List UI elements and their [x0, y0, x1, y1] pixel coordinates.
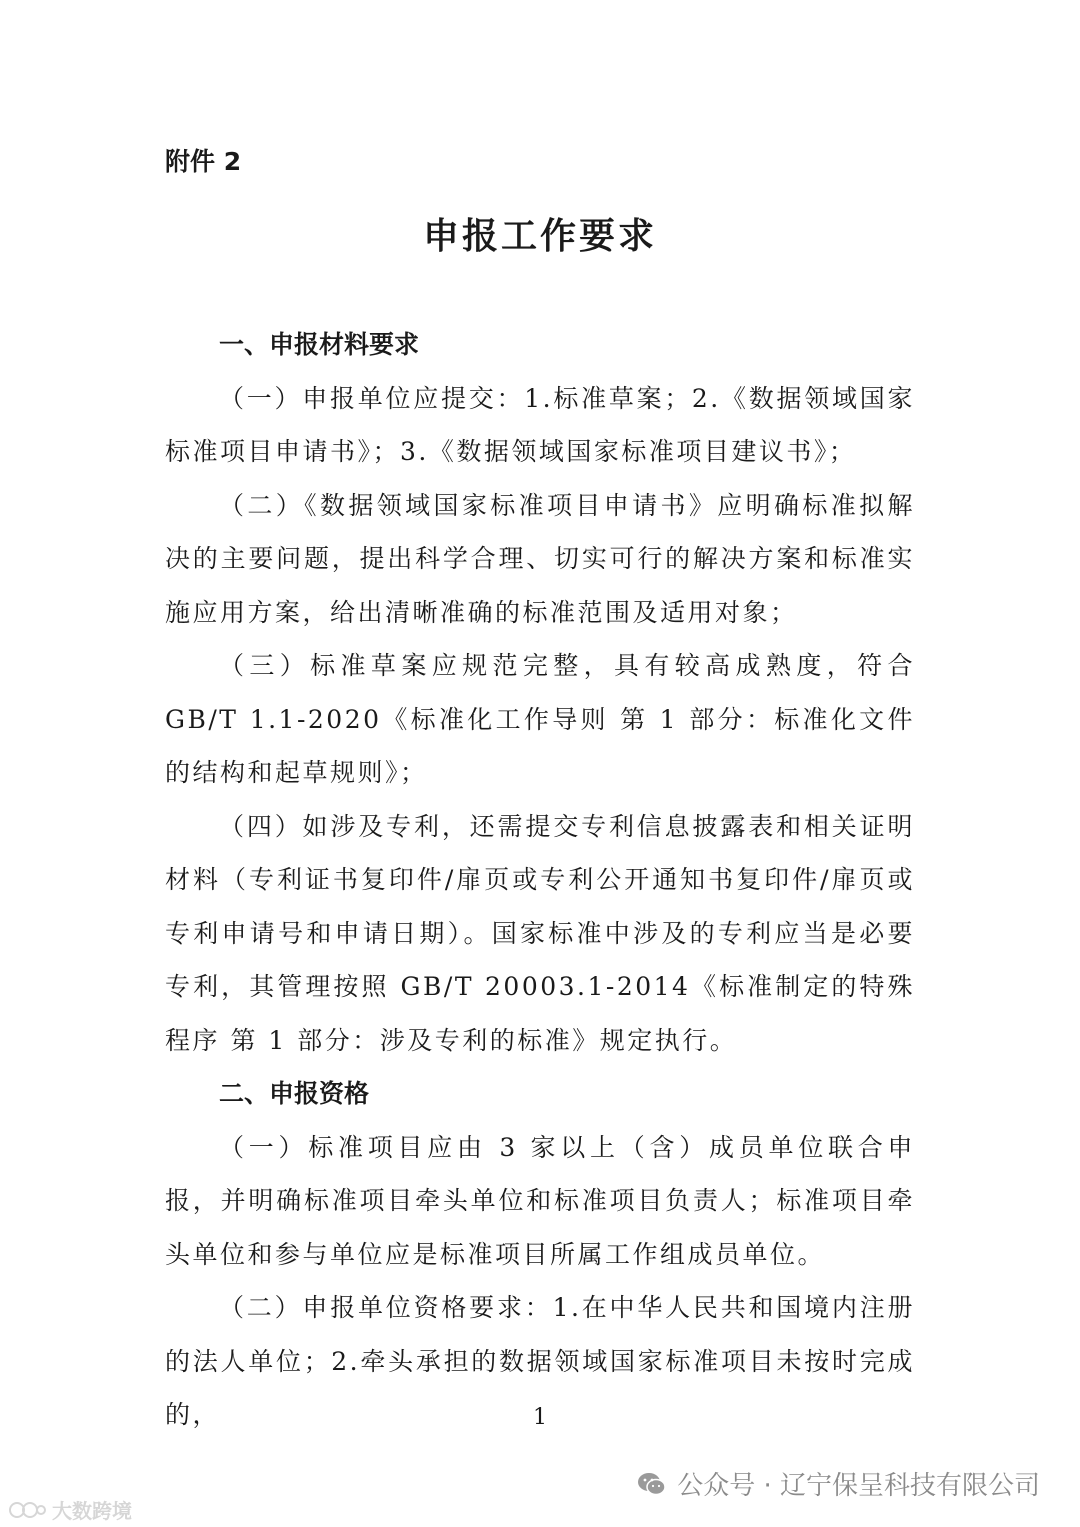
paragraph: （二）申报单位资格要求：1.在中华人民共和国境内注册的法人单位；2.牵头承担的数据领域国家标准项目未按时完成的，: [165, 1293, 915, 1429]
watermark: [637, 1465, 1040, 1502]
paragraph: （四）如涉及专利，还需提交专利信息披露表和相关证明材料（专利证书复印件/扉页或专利公开通知书复印件/扉页或专利申请号和申请日期）。国家标准中涉及的专利应当是必要专利，其管理按照 GB/T 20003.1-2014《标准制定的特殊程序 第 1 部分：涉及专利的标准》规定执行。: [165, 811, 915, 1055]
paragraph: （三）标准草案应规范完整，具有较高成熟度，符合 GB/T 1.1-2020《标准化工作导则 第 1 部分：标准化文件的结构和起草规则》；: [165, 651, 915, 787]
page-number: 1: [533, 1405, 547, 1430]
attachment-label: 附件 2: [165, 147, 242, 176]
secondary-watermark: [8, 1495, 132, 1524]
paragraph: （一）申报单位应提交：1.标准草案；2.《数据领域国家标准项目申请书》；3.《数据领域国家标准项目建议书》；: [165, 383, 915, 466]
document-title: 申报工作要求: [422, 216, 657, 257]
document-body: [165, 318, 915, 1442]
section-heading: 一、申报材料要求: [219, 330, 420, 359]
wechat-icon: [637, 1471, 667, 1497]
section-heading: 二、申报资格: [219, 1079, 370, 1108]
watermark-text: 公众号 · 辽宁保呈科技有限公司: [677, 1471, 1040, 1501]
paragraph: （一）标准项目应由 3 家以上（含）成员单位联合申报，并明确标准项目牵头单位和标准项目负责人；标准项目牵头单位和参与单位应是标准项目所属工作组成员单位。: [165, 1132, 915, 1269]
paragraph: （二）《数据领域国家标准项目申请书》应明确标准拟解决的主要问题，提出科学合理、切实可行的解决方案和标准实施应用方案，给出清晰准确的标准范围及适用对象；: [165, 490, 915, 627]
logo-icon: [8, 1499, 48, 1521]
secondary-watermark-text: 大数跨境: [52, 1499, 132, 1523]
